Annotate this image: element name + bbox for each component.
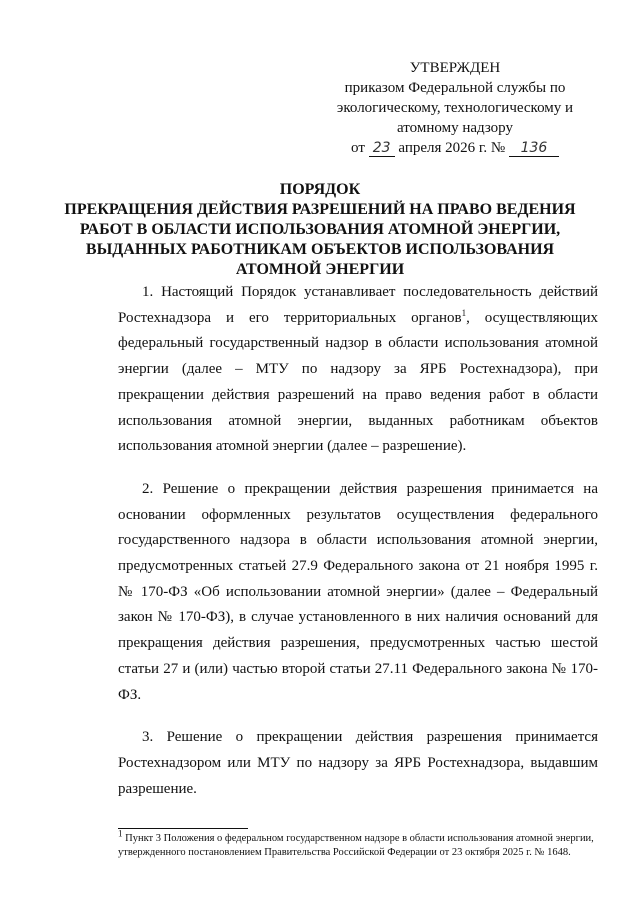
order-number-field bbox=[509, 141, 559, 157]
date-day-field bbox=[369, 141, 395, 157]
number-sign: № bbox=[490, 140, 506, 156]
date-prefix: от bbox=[351, 140, 365, 156]
footnote-separator bbox=[118, 828, 248, 829]
title-line-2: ПРЕКРАЩЕНИЯ ДЕЙСТВИЯ РАЗРЕШЕНИЙ НА ПРАВО ВЕДЕНИЯ bbox=[64, 201, 576, 218]
title-line-1: ПОРЯДОК bbox=[279, 181, 361, 198]
paragraph-3-text: Решение о прекращении действия разрешения принимается Ростехнадзором или МТУ по надзору за ЯРБ Ростехнадзора, выдавшим разрешение. bbox=[118, 729, 598, 797]
title-line-4: ВЫДАННЫХ РАБОТНИКАМ ОБЪЕКТОВ ИСПОЛЬЗОВАНИЯ bbox=[85, 241, 555, 258]
title-line-5: АТОМНОЙ ЭНЕРГИИ bbox=[235, 261, 405, 278]
approval-block bbox=[330, 58, 580, 158]
paragraph-2 bbox=[118, 477, 598, 708]
footnote-mark: 1 bbox=[118, 828, 123, 839]
paragraph-1-number: 1. bbox=[142, 284, 154, 300]
footnote-reference: 1 bbox=[461, 307, 467, 318]
paragraph-1-text-a: Настоящий Порядок устанавливает последовательность действий Ростехнадзора и его территориальных органов bbox=[118, 284, 599, 326]
approval-heading: УТВЕРЖДЕН bbox=[409, 60, 501, 76]
document-title bbox=[60, 180, 580, 280]
order-number-handwritten: 136 bbox=[520, 140, 548, 156]
date-month-year: апреля 2026 г. bbox=[398, 140, 488, 156]
approval-date-line bbox=[330, 138, 580, 158]
title-line-3: РАБОТ В ОБЛАСТИ ИСПОЛЬЗОВАНИЯ АТОМНОЙ ЭНЕРГИИ, bbox=[79, 221, 561, 238]
paragraph-1-text-b: , осуществляющих федеральный государственный надзор в области использования атомной энергии (далее – МТУ по надзору за ЯРБ Ростехнадзора), при прекращении действия разрешений на право ведения работ в области использования атомной энергии, выданных работникам объектов использования атомной энергии (далее – разрешение). bbox=[118, 309, 598, 455]
approval-line-agency: экологическому, технологическому и bbox=[336, 100, 574, 116]
paragraph-2-number: 2. bbox=[142, 480, 154, 497]
paragraph-3-number: 3. bbox=[142, 729, 154, 746]
footnote bbox=[118, 828, 598, 860]
footnote-text: Пункт 3 Положения о федеральном государственном надзоре в области использования атомной энергии, утвержденного постановлением Правительства Российской Федерации от 23 октября 2025 г. № 1648. bbox=[118, 833, 594, 858]
paragraph-2-text: Решение о прекращении действия разрешения принимается на основании оформленных результатов осуществления федерального государственного надзора в области использования атомной энергии, предусмотренных статьей 27.9 Федерального закона от 21 ноября 1995 г. № 170-ФЗ «Об использовании атомной энергии» (далее – Федеральный закон № 170-ФЗ), в случае установленного в них наличия оснований для прекращения действия разрешения, предусмотренных частью шестой статьи 27 и (или) частью второй статьи 27.11 Федерального закона № 170-ФЗ. bbox=[118, 480, 598, 703]
date-day-handwritten: 23 bbox=[372, 140, 391, 156]
paragraph-3 bbox=[118, 725, 598, 802]
approval-line-agency-end: атомному надзору bbox=[397, 120, 513, 136]
document-body bbox=[118, 280, 598, 819]
approval-line-order: приказом Федеральной службы по bbox=[344, 80, 566, 96]
paragraph-1 bbox=[118, 280, 598, 460]
